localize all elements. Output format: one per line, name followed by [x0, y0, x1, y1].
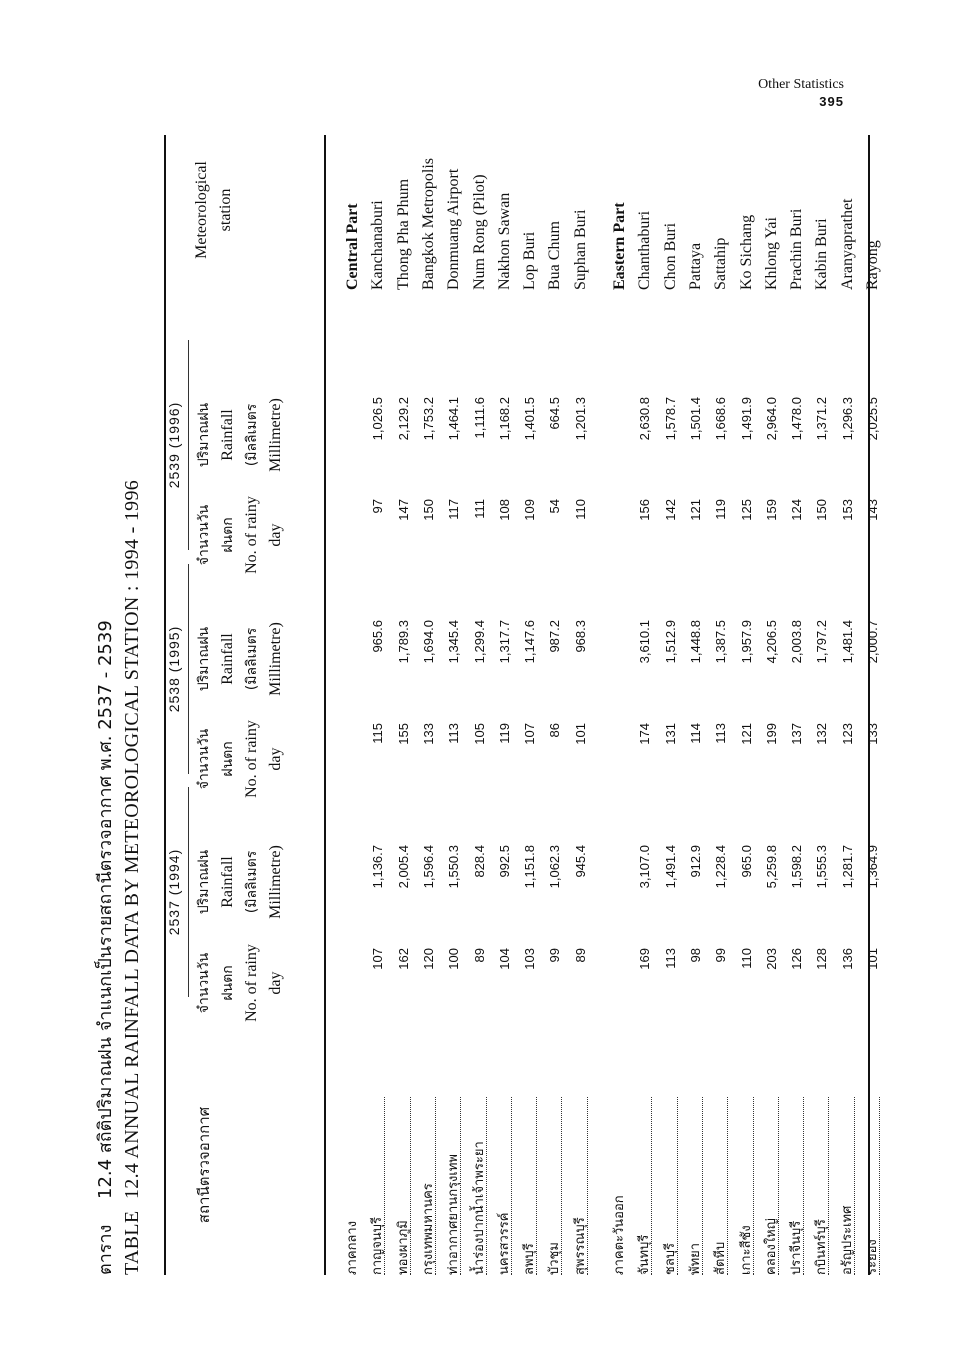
rainy-days-value: 100: [446, 948, 462, 970]
title-th-label: ตาราง: [95, 1224, 116, 1275]
table-bottom-rule: [868, 135, 870, 1275]
rainfall-value: 1,491.4: [662, 845, 678, 889]
leader-dots: [879, 1097, 880, 1275]
station-name-en: Suphan Buri: [571, 209, 589, 290]
station-name-th: กาญจนบุรี: [370, 1217, 386, 1275]
rainy-days-value: 97: [370, 499, 386, 514]
rainfall-value: 4,206.5: [763, 620, 779, 664]
leader-dots: [536, 1097, 537, 1275]
rainy-days-value: 101: [865, 948, 880, 970]
rainy-days-value: 150: [420, 499, 436, 521]
rainy-days-value: 104: [496, 948, 512, 970]
rainfall-value: 2,005.4: [395, 845, 411, 889]
station-name-th: กบินทร์บุรี: [814, 1219, 830, 1275]
rainfall-value: 1,151.8: [522, 845, 538, 889]
rainfall-header-0: ปริมาณฝน Rainfall (มิลลิเมตร Millimetre): [196, 845, 284, 919]
rainfall-value: 1,464.1: [446, 397, 462, 441]
station-th-header: สถานีตรวจอากาศ: [195, 1106, 213, 1224]
rainfall-header-1: ปริมาณฝน Rainfall (มิลลิเมตร Millimetre): [196, 622, 284, 696]
rainy-days-value: 156: [637, 499, 653, 521]
rainy-days-value: 110: [572, 499, 588, 520]
title-en-text: 12.4 ANNUAL RAINFALL DATA BY METEOROLOGICAL STATION : 1994 - 1996: [121, 479, 143, 1199]
rainfall-value: 1,478.0: [789, 397, 805, 441]
rainy-days-value: 126: [789, 948, 805, 970]
rainfall-value: 1,481.4: [839, 620, 855, 664]
rainy-days-value: 125: [738, 499, 754, 521]
rainy-days-value: 109: [522, 499, 538, 521]
rainy-days-value: 124: [789, 499, 805, 521]
station-name-en: Num Rong (Pilot): [470, 174, 488, 290]
leader-dots: [410, 1097, 411, 1275]
rainfall-value: 1,512.9: [662, 620, 678, 664]
rainfall-value: 1,598.2: [789, 845, 805, 889]
rainy-days-value: 113: [446, 723, 462, 744]
station-name-th: เกาะสีชัง: [738, 1225, 754, 1275]
station-name-en: Kanchanaburi: [369, 200, 387, 290]
rainy-days-value: 110: [738, 948, 754, 969]
section-header-en: Eastern Part: [611, 202, 628, 290]
rainfall-value: 1,168.2: [496, 397, 512, 441]
rainy-days-value: 99: [547, 948, 563, 963]
rainy-days-value: 107: [522, 723, 538, 745]
station-name-th: คลองใหญ่: [763, 1218, 779, 1275]
rainy-days-value: 199: [763, 723, 779, 745]
rainfall-value: 1,296.3: [839, 397, 855, 441]
station-name-en: Aranyaprathet: [838, 198, 856, 290]
rainy-days-value: 153: [839, 499, 855, 521]
leader-dots: [854, 1097, 855, 1275]
year-header-2: 2539 (1996): [166, 401, 182, 489]
rainy-days-value: 86: [547, 723, 563, 738]
station-name-en: Bua Chum: [546, 221, 564, 290]
rainy-days-value: 105: [471, 723, 487, 745]
rainfall-value: 1,753.2: [420, 397, 436, 441]
rainy-days-value: 108: [496, 499, 512, 521]
rainfall-value: 1,550.3: [446, 845, 462, 889]
year-header-rule-2: [188, 340, 189, 550]
rainy-days-value: 123: [839, 723, 855, 745]
rainy-days-value: 119: [713, 499, 729, 520]
rainy-days-value: 131: [662, 723, 678, 745]
rainy-days-value: 111: [471, 499, 487, 519]
title-th-text: 12.4 สถิติปริมาณฝน จำแนกเป็นรายสถานีตรวจอากาศ พ.ศ. 2537 - 2539: [95, 620, 116, 1199]
rainy-days-value: 128: [814, 948, 830, 970]
rainfall-value: 945.4: [572, 845, 588, 878]
station-name-th: ระยอง: [865, 1239, 880, 1275]
station-name-en: Ko Sichang: [737, 214, 755, 290]
rainy-days-value: 133: [865, 723, 880, 745]
rainy-days-value: 174: [637, 723, 653, 745]
leader-dots: [511, 1097, 512, 1275]
rainfall-value: 1,345.4: [446, 620, 462, 664]
rainy-days-value: 99: [713, 948, 729, 963]
rainfall-value: 1,201.3: [572, 397, 588, 441]
rainfall-value: 2,964.0: [763, 397, 779, 441]
leader-dots: [803, 1097, 804, 1275]
station-name-th: ชลบุรี: [662, 1242, 678, 1275]
year-header-rule-0: [188, 787, 189, 997]
rainfall-value: 1,317.7: [496, 620, 512, 664]
leader-dots: [828, 1097, 829, 1275]
station-name-th: ลพบุรี: [522, 1243, 538, 1275]
station-name-en: Chon Buri: [661, 222, 679, 290]
station-name-th: นครสวรรค์: [496, 1212, 512, 1275]
rainfall-value: 3,610.1: [637, 620, 653, 664]
station-name-th: อรัญประเทศ: [839, 1205, 855, 1275]
station-name-th: ท่าอากาศยานกรุงเทพ: [446, 1154, 462, 1275]
rainfall-value: 2,025.5: [865, 397, 880, 441]
rainfall-value: 3,107.0: [637, 845, 653, 889]
station-name-en: Pattaya: [686, 242, 704, 290]
station-name-en: Kabin Buri: [813, 218, 831, 290]
rainfall-value: 1,026.5: [370, 397, 386, 441]
rainfall-value: 1,578.7: [662, 397, 678, 441]
year-header-0: 2537 (1994): [166, 848, 182, 936]
rainfall-value: 912.9: [687, 845, 703, 878]
leader-dots: [486, 1097, 487, 1275]
station-name-th: ปราจีนบุรี: [789, 1220, 805, 1275]
rainfall-value: 1,448.8: [687, 620, 703, 664]
rainy-days-value: 136: [839, 948, 855, 970]
rainfall-value: 1,111.6: [471, 397, 487, 439]
section-header-en: Central Part: [344, 203, 361, 290]
rainy-days-value: 159: [763, 499, 779, 521]
rainy-days-value: 137: [789, 723, 805, 745]
station-name-en: Donmuang Airport: [445, 168, 463, 290]
station-name-en: Sattahip: [712, 237, 730, 290]
rainy-days-header-2: จำนวนวัน ฝนตก No. of rainy day: [196, 496, 284, 574]
leader-dots: [435, 1097, 436, 1275]
station-name-th: สัตหีบ: [713, 1241, 729, 1275]
station-name-en: Khlong Yai: [762, 217, 780, 290]
rainy-days-header-0: จำนวนวัน ฝนตก No. of rainy day: [196, 944, 284, 1022]
rainfall-value: 1,491.9: [738, 397, 754, 441]
rainy-days-value: 155: [395, 723, 411, 745]
station-name-th: พัทยา: [687, 1242, 703, 1275]
rainfall-value: 1,228.4: [713, 845, 729, 889]
rainfall-value: 1,401.5: [522, 397, 538, 441]
station-name-en: Chanthaburi: [636, 210, 654, 290]
rainy-days-value: 133: [420, 723, 436, 745]
rotated-table-page: [92, 135, 881, 1275]
station-name-th: สุพรรณบุรี: [572, 1217, 588, 1275]
rainfall-value: 1,136.7: [370, 845, 386, 889]
rainy-days-value: 89: [471, 948, 487, 963]
page-number: 395: [819, 94, 844, 109]
rainy-days-value: 114: [687, 723, 703, 744]
rainfall-value: 2,129.2: [395, 397, 411, 441]
header-bottom-rule: [324, 135, 326, 1275]
leader-dots: [753, 1097, 754, 1275]
rainy-days-value: 119: [496, 723, 512, 744]
rainfall-value: 1,147.6: [522, 620, 538, 664]
station-name-th: จันทบุรี: [637, 1234, 653, 1275]
leader-dots: [727, 1097, 728, 1275]
rainy-days-value: 98: [687, 948, 703, 963]
section-header-th: ภาคกลาง: [345, 1220, 360, 1275]
rainy-days-value: 113: [662, 948, 678, 969]
rainfall-value: 1,299.4: [471, 620, 487, 664]
rainy-days-value: 120: [420, 948, 436, 970]
rainfall-value: 1,797.2: [814, 620, 830, 664]
rainy-days-value: 107: [370, 948, 386, 970]
rainfall-value: 2,000.7: [865, 620, 880, 664]
rainy-days-value: 203: [763, 948, 779, 970]
station-name-en: Rayong: [864, 240, 881, 290]
rainfall-value: 5,259.8: [763, 845, 779, 889]
rainy-days-value: 142: [662, 499, 678, 521]
leader-dots: [651, 1097, 652, 1275]
year-header-1: 2538 (1995): [166, 625, 182, 713]
leader-dots: [587, 1097, 588, 1275]
station-en-header: Meteorological station: [193, 161, 234, 259]
station-name-en: Lop Buri: [521, 231, 539, 290]
section-name: Other Statistics: [758, 77, 844, 92]
leader-dots: [677, 1097, 678, 1275]
station-name-en: Bangkok Metropolis: [419, 158, 437, 290]
rainfall-value: 992.5: [496, 845, 512, 878]
rainfall-value: 664.5: [547, 397, 563, 430]
rainy-days-value: 115: [370, 723, 386, 744]
rainfall-value: 1,387.5: [713, 620, 729, 664]
rainy-days-value: 143: [865, 499, 880, 521]
rainfall-value: 968.3: [572, 620, 588, 653]
leader-dots: [702, 1097, 703, 1275]
rainfall-value: 1,501.4: [687, 397, 703, 441]
rainfall-value: 1,957.9: [738, 620, 754, 664]
leader-dots: [384, 1097, 385, 1275]
rainy-days-value: 150: [814, 499, 830, 521]
rainy-days-value: 101: [572, 723, 588, 745]
rainfall-value: 965.0: [738, 845, 754, 878]
station-name-en: Prachin Buri: [788, 208, 806, 290]
page-header: [758, 76, 844, 110]
rainfall-value: 2,630.8: [637, 397, 653, 441]
section-header-th: ภาคตะวันออก: [612, 1195, 627, 1275]
rainfall-value: 1,694.0: [420, 620, 436, 664]
rainfall-value: 1,281.7: [839, 845, 855, 889]
rainfall-value: 965.6: [370, 620, 386, 653]
station-name-th: บัวชุม: [547, 1242, 563, 1275]
year-header-rule-1: [188, 564, 189, 774]
rainfall-value: 1,555.3: [814, 845, 830, 889]
rainfall-value: 1,789.3: [395, 620, 411, 664]
rainy-days-value: 132: [814, 723, 830, 745]
rainfall-value: 1,364.9: [865, 845, 880, 889]
rainfall-header-2: ปริมาณฝน Rainfall (มิลลิเมตร Millimetre): [196, 398, 284, 472]
rainy-days-value: 162: [395, 948, 411, 970]
leader-dots: [561, 1097, 562, 1275]
station-name-th: ทองผาภูมิ: [395, 1220, 411, 1275]
rainy-days-value: 121: [738, 723, 754, 745]
leader-dots: [778, 1097, 779, 1275]
rainy-days-header-1: จำนวนวัน ฝนตก No. of rainy day: [196, 720, 284, 798]
station-name-th: กรุงเทพมหานคร: [420, 1183, 436, 1275]
station-name-en: Thong Pha Phum: [394, 178, 412, 290]
rainy-days-value: 147: [395, 499, 411, 521]
rainfall-value: 2,003.8: [789, 620, 805, 664]
title-en-label: TABLE: [121, 1210, 143, 1275]
rainy-days-value: 89: [572, 948, 588, 963]
rainy-days-value: 54: [547, 499, 563, 514]
rainy-days-value: 169: [637, 948, 653, 970]
rainy-days-value: 113: [713, 723, 729, 744]
rainfall-value: 1,668.6: [713, 397, 729, 441]
station-name-th: น้ำร่องปากน้ำเจ้าพระยา: [471, 1141, 487, 1275]
rainy-days-value: 103: [522, 948, 538, 970]
rainfall-value: 1,596.4: [420, 845, 436, 889]
table-title: [92, 480, 146, 1275]
rainfall-value: 1,062.3: [547, 845, 563, 889]
rainfall-value: 1,371.2: [814, 397, 830, 441]
leader-dots: [460, 1097, 461, 1275]
rainy-days-value: 117: [446, 499, 462, 520]
rainfall-value: 987.2: [547, 620, 563, 653]
station-name-en: Nakhon Sawan: [495, 192, 513, 290]
rainfall-value: 828.4: [471, 845, 487, 878]
rainy-days-value: 121: [687, 499, 703, 521]
